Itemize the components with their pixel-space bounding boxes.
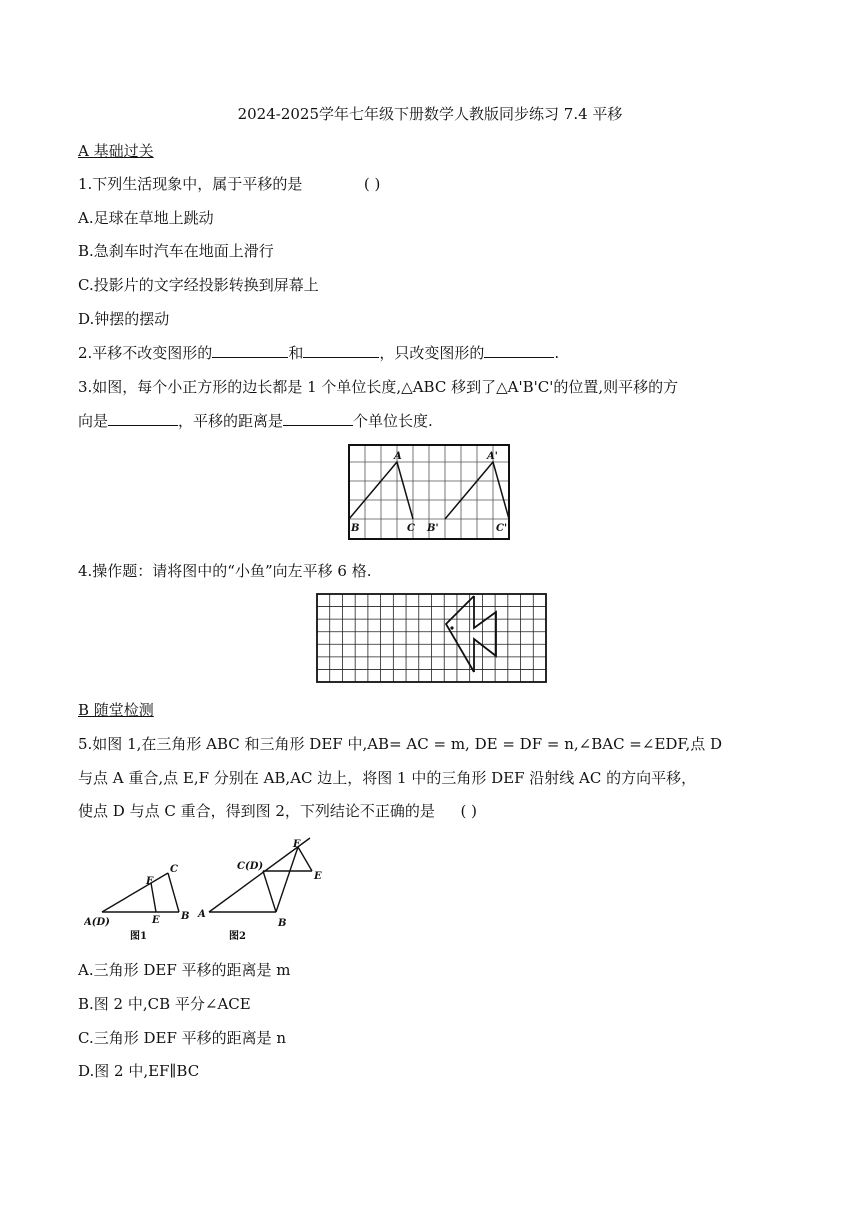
q5-option-d: D.图 2 中,EF∥BC bbox=[78, 1062, 200, 1080]
q5-option-a: A.三角形 DEF 平移的距离是 m bbox=[78, 961, 291, 979]
q4-text: 4.操作题：请将图中的“小鱼”向左平移 6 格. bbox=[78, 562, 372, 580]
q2-part-4: . bbox=[554, 344, 560, 362]
q2-blank-3[interactable] bbox=[484, 343, 554, 358]
fig2-label-e: E bbox=[314, 871, 322, 882]
fig2-caption: 图2 bbox=[229, 931, 246, 942]
q2-part-2: 和 bbox=[288, 344, 304, 362]
label-c-prime: C' bbox=[496, 523, 508, 534]
q1-stem: 1.下列生活现象中，属于平移的是 bbox=[78, 175, 303, 193]
fig2-label-cd: C(D) bbox=[237, 861, 264, 872]
q5-line-1: 5.如图 1,在三角形 ABC 和三角形 DEF 中,AB= AC = m, DE = DF = n,∠BAC =∠EDF,点 D bbox=[78, 735, 723, 753]
fish-tail bbox=[474, 596, 496, 672]
fig1-caption: 图1 bbox=[130, 931, 147, 942]
section-b-heading: B 随堂检测 bbox=[78, 701, 154, 719]
label-b-prime: B' bbox=[427, 523, 439, 534]
label-a-prime: A' bbox=[487, 451, 498, 462]
q5-option-b: B.图 2 中,CB 平分∠ACE bbox=[78, 995, 251, 1013]
q3-part-a: 向是 bbox=[78, 412, 109, 430]
q3-line-1: 3.如图，每个小正方形的边长都是 1 个单位长度,△ABC 移到了△A'B'C'的位置,则平移的方 bbox=[78, 378, 679, 396]
q3-blank-1[interactable] bbox=[108, 411, 178, 426]
q4-fish-grid bbox=[316, 593, 547, 683]
q2-part-3: ，只改变图形的 bbox=[379, 344, 485, 362]
label-a: A bbox=[394, 451, 402, 462]
q1-option-d: D.钟摆的摆动 bbox=[78, 310, 170, 328]
q5-figures bbox=[84, 834, 334, 946]
q3-part-b: ，平移的距离是 bbox=[178, 412, 284, 430]
q5-answer-paren: ( ) bbox=[460, 802, 477, 820]
q1-option-b: B.急刹车时汽车在地面上滑行 bbox=[78, 242, 274, 260]
q5-stem-end: 使点 D 与点 C 重合，得到图 2，下列结论不正确的是 bbox=[78, 802, 435, 820]
q1-answer-paren: ( ) bbox=[363, 175, 381, 193]
q2-line bbox=[78, 343, 559, 363]
q5-line-3 bbox=[78, 801, 477, 821]
figure-1 bbox=[102, 873, 179, 912]
q3-line-2 bbox=[78, 411, 433, 431]
q3-part-c: 个单位长度. bbox=[353, 412, 433, 430]
fish-eye bbox=[450, 626, 453, 629]
fig1-label-f: F bbox=[146, 876, 154, 887]
fig2-label-f: F bbox=[293, 839, 301, 850]
section-a-heading: A 基础过关 bbox=[78, 142, 154, 160]
label-c: C bbox=[407, 523, 415, 534]
label-b: B bbox=[351, 523, 360, 534]
q2-blank-1[interactable] bbox=[212, 343, 288, 358]
fig1-label-ad: A(D) bbox=[84, 917, 110, 928]
q2-part-1: 2.平移不改变图形的 bbox=[78, 344, 213, 362]
page-title: 2024-2025学年七年级下册数学人教版同步练习 7.4 平移 bbox=[237, 105, 623, 123]
fig2-label-b: B bbox=[278, 918, 287, 929]
fig1-label-e: E bbox=[152, 915, 160, 926]
q3-grid-figure bbox=[346, 442, 512, 542]
fig2-label-a: A bbox=[198, 909, 206, 920]
q1-option-a: A.足球在草地上跳动 bbox=[78, 209, 214, 227]
fig1-label-b: B bbox=[181, 911, 190, 922]
q2-blank-2[interactable] bbox=[303, 343, 379, 358]
q5-option-c: C.三角形 DEF 平移的距离是 n bbox=[78, 1029, 287, 1047]
fig1-label-c: C bbox=[170, 864, 178, 875]
q1-option-c: C.投影片的文字经投影转换到屏幕上 bbox=[78, 276, 319, 294]
q5-line-2: 与点 A 重合,点 E,F 分别在 AB,AC 边上，将图 1 中的三角形 DEF 沿射线 AC 的方向平移， bbox=[78, 769, 697, 787]
q3-blank-2[interactable] bbox=[283, 411, 353, 426]
q1-stem-line bbox=[78, 174, 380, 194]
